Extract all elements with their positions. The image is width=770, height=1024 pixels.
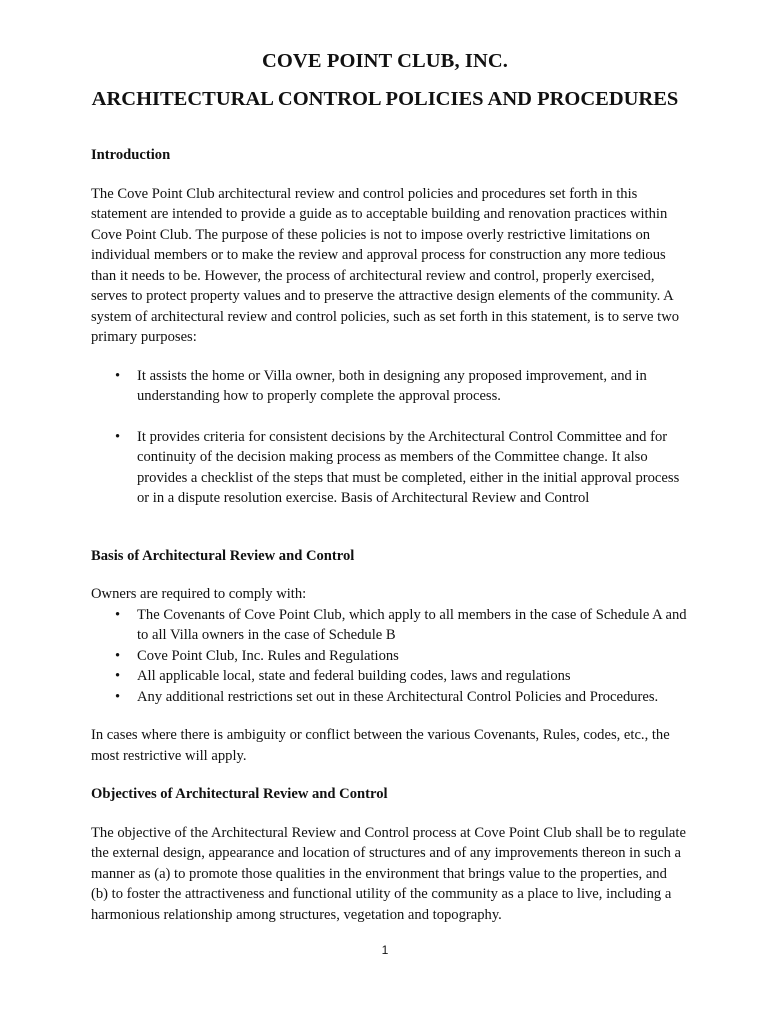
list-item-text: It assists the home or Villa owner, both in designing any proposed improvement, and in understanding how to properly complete the approval process.	[137, 367, 647, 404]
list-item-text: Any additional restrictions set out in these Architectural Control Policies and Procedures.	[137, 688, 659, 705]
bullet-icon: •	[115, 606, 121, 623]
bullet-icon: •	[115, 688, 121, 705]
bullet-icon: •	[115, 668, 121, 684]
list-item	[91, 646, 687, 667]
document-title: ARCHITECTURAL CONTROL POLICIES AND PROCEDURES	[91, 88, 679, 110]
basis-lead: Owners are required to comply with:	[91, 586, 307, 602]
objectives-heading: Objectives of Architectural Review and Control	[91, 786, 388, 802]
document-body	[91, 145, 687, 925]
list-item	[91, 366, 687, 407]
compliance-list	[91, 605, 687, 708]
purpose-list	[91, 366, 687, 509]
list-item-text: All applicable local, state and federal building codes, laws and regulations	[137, 668, 571, 684]
bullet-icon: •	[115, 367, 121, 384]
list-item-text: Cove Point Club, Inc. Rules and Regulations	[137, 647, 399, 664]
list-item-text: It provides criteria for consistent decisions by the Architectural Control Committee and for continuity of the decision making process as members of the Committee change. It also provides a checklist of the steps that must be completed, either in the initial approval process or in a dispute resolution exercise. Basis of Architectural Review and Control	[137, 428, 680, 506]
basis-closing: In cases where there is ambiguity or conflict between the various Covenants, Rules, codes, etc., the most restrictive will apply.	[91, 727, 670, 764]
list-item	[91, 605, 687, 646]
bullet-icon: •	[115, 428, 121, 445]
basis-heading: Basis of Architectural Review and Control	[91, 547, 355, 564]
intro-heading: Introduction	[91, 147, 171, 163]
intro-paragraph: The Cove Point Club architectural review and control policies and procedures set forth in this statement are intended to provide a guide as to acceptable building and renovation practices within Cove Point Club. The purpose of these policies is not to impose overly restrictive limitations on individual members or to make the review and approval process for construction any more tedious than it needs to be. However, the process of architectural review and control, properly exercised, serves to protect property values and to preserve the attractive design elements of the community. A system of architectural review and control policies, such as set forth in this statement, is to serve two primary purposes:	[91, 185, 680, 345]
bullet-icon: •	[115, 647, 121, 664]
list-item-text: The Covenants of Cove Point Club, which apply to all members in the case of Schedule A and to all Villa owners in the case of Schedule B	[137, 606, 687, 643]
list-item	[91, 427, 687, 509]
page-number: 1	[381, 943, 389, 957]
objectives-paragraph: The objective of the Architectural Review and Control process at Cove Point Club shall be to regulate the external design, appearance and location of structures and of any improvements thereon in such a manner as (a) to promote those qualities in the environment that brings value to the properties, and (b) to foster the attractiveness and functional utility of the community as a place to live, including a harmonious relationship among structures, vegetation and topography.	[91, 824, 686, 923]
list-item	[91, 687, 687, 708]
org-name: COVE POINT CLUB, INC.	[261, 50, 509, 72]
list-item	[91, 666, 687, 687]
